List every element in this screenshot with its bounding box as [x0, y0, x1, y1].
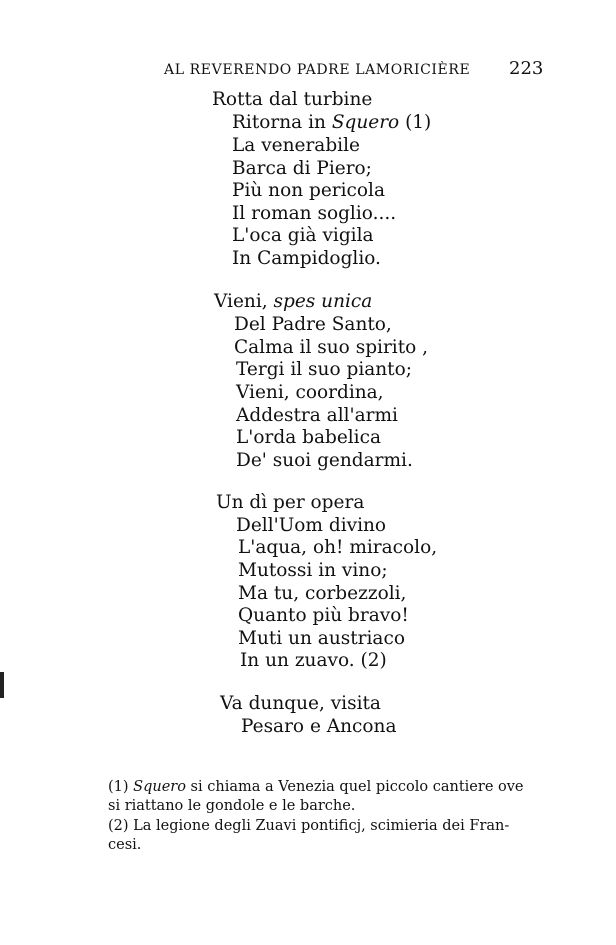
verse-line: La venerabile — [232, 135, 360, 156]
page-number: 223 — [509, 58, 544, 79]
verse-line: Ma tu, corbezzoli, — [238, 583, 407, 604]
verse-line: L'oca già vigila — [232, 225, 374, 246]
footnote-1-continuation: si riattano le gondole e le barche. — [108, 798, 356, 814]
verse-line: Del Padre Santo, — [234, 314, 392, 335]
verse-line: Addestra all'armi — [236, 405, 398, 426]
verse-line: Rotta dal turbine — [212, 89, 373, 110]
verse-line: L'aqua, oh! miracolo, — [238, 537, 438, 558]
verse-line: Muti un austriaco — [238, 628, 405, 649]
verse-line: Barca di Piero; — [232, 158, 372, 179]
verse-line: Calma il suo spirito , — [234, 337, 429, 358]
footnote-text: si chiama a Venezia quel piccolo cantiere ove — [185, 779, 524, 795]
verse-line: Quanto più bravo! — [238, 605, 409, 626]
footnote-2-continuation: cesi. — [108, 837, 142, 853]
verse-line: Il roman soglio.... — [232, 203, 397, 224]
latin-phrase: spes unica — [273, 291, 373, 312]
verse-line: Tergi il suo pianto; — [236, 359, 412, 380]
verse-line: De' suoi gendarmi. — [236, 450, 413, 471]
footnote-2 — [108, 817, 509, 835]
verse-line: L'orda babelica — [236, 427, 381, 448]
footnote-1 — [108, 778, 524, 796]
verse-line: In un zuavo. (2) — [240, 650, 387, 671]
verse-line: Più non pericola — [232, 180, 386, 201]
verse-line: Pesaro e Ancona — [241, 716, 397, 737]
verse-line — [232, 112, 431, 134]
verse-line: Vieni, coordina, — [236, 382, 384, 403]
verse-line: Va dunque, visita — [220, 693, 381, 714]
verse-line — [214, 291, 372, 313]
verse-line: Mutossi in vino; — [238, 560, 388, 581]
footnote-marker: (1) — [108, 779, 134, 795]
squero-word: Squero — [331, 112, 400, 133]
footnote-marker: (2) — [108, 818, 134, 834]
verse-text: Vieni, — [214, 291, 274, 312]
footnote-italic: Squero — [133, 779, 186, 795]
verse-line: In Campidoglio. — [232, 248, 381, 269]
footnote-ref: (1) — [399, 112, 432, 133]
page-edge-mark — [0, 672, 4, 698]
verse-line: Dell'Uom divino — [236, 515, 387, 536]
running-title: AL REVERENDO PADRE LAMORICIÈRE — [164, 62, 471, 78]
footnote-text: La legione degli Zuavi pontificj, scimieria dei Fran- — [133, 818, 510, 834]
verse-text: Ritorna in — [232, 112, 332, 133]
verse-line: Un dì per opera — [216, 492, 365, 513]
